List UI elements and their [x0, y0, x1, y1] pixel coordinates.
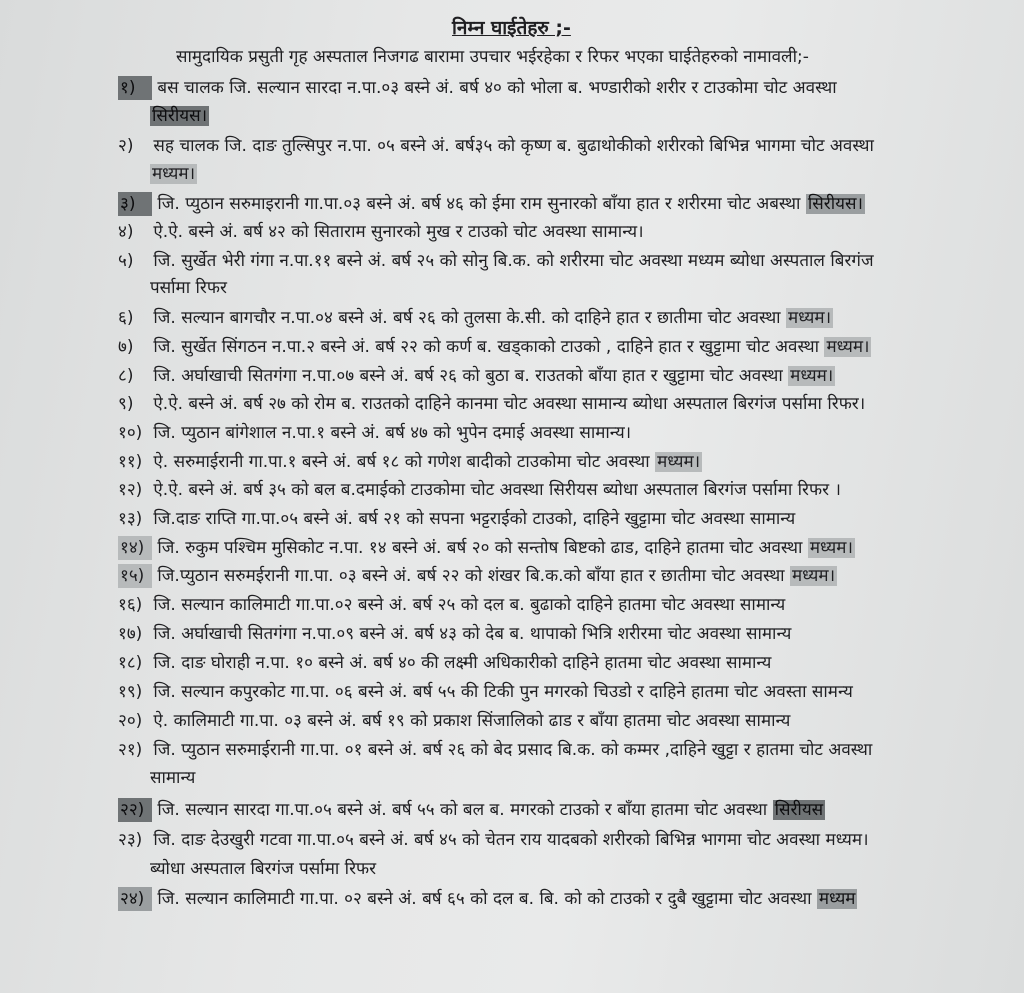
item-number: ६) [118, 308, 134, 328]
list-item [118, 536, 1018, 560]
continuation-text: पर्सामा रिफर [150, 278, 227, 298]
list-item [118, 249, 1018, 273]
list-item [118, 478, 1018, 502]
item-text: जि. सुर्खेत भेरी गंगा न.पा.११ बस्ने अं. बर्ष २५ को सोनु बि.क. को शरीरमा चोट अवस्था मध्यम ब्योधा अस्पताल बिरगंज [153, 251, 874, 271]
list-item [118, 507, 1018, 531]
item-text: सह चालक जि. दाङ तुल्सिपुर न.पा. ०५ बस्ने अं. बर्ष३५ को कृष्ण ब. बुढाथोकीको शरीरको बिभिन्न भागमा चोट अवस्था [153, 136, 874, 156]
list-item [118, 134, 1018, 158]
item-number: २२) [118, 798, 152, 822]
list-item [118, 709, 1018, 733]
list-item [118, 192, 1018, 216]
item-number: २०) [118, 711, 143, 731]
list-item [118, 738, 1018, 762]
item-number: २) [118, 136, 134, 156]
item-text: जि. सुर्खेत सिंगठन न.पा.२ बस्ने अं. बर्ष २२ को कर्ण ब. खड्काको टाउको , दाहिने हात र खुट्टामा चोट अवस्था [153, 337, 820, 357]
item-text: जि. रुकुम पश्चिम मुसिकोट न.पा. १४ बस्ने अं. बर्ष २० को सन्तोष बिष्टको ढाड, दाहिने हातमा चोट अवस्था [157, 538, 803, 558]
item-number: ४) [118, 222, 134, 242]
list-item [118, 622, 1018, 646]
list-item [118, 593, 1018, 617]
list-item-continuation [150, 766, 1010, 790]
item-number: ९) [118, 394, 134, 414]
item-number: १२) [118, 480, 143, 500]
item-text: जि. सल्यान बागचौर न.पा.०४ बस्ने अं. बर्ष २६ को तुलसा के.सी. को दाहिने हात र छातीमा चोट अवस्था [153, 308, 781, 328]
item-text: जि. सल्यान सारदा गा.पा.०५ बस्ने अं. बर्ष ५५ को बल ब. मगरको टाउको र बाँया हातमा चोट अवस्था [157, 800, 768, 820]
item-number: ७) [118, 337, 134, 357]
item-text: जि.दाङ राप्ति गा.पा.०५ बस्ने अं. बर्ष २१ को सपना भट्टराईको टाउको, दाहिने खुट्टामा चोट अवस्था सामान्य [153, 509, 796, 529]
item-number: ५) [118, 251, 134, 271]
list-item [118, 887, 1018, 911]
item-text: जि. प्युठान बांगेशाल न.पा.१ बस्ने अं. बर्ष ४७ को भुपेन दमाई अवस्था सामान्य। [153, 423, 632, 443]
item-text: ऐ.ऐ. बस्ने अं. बर्ष ४२ को सिताराम सुनारको मुख र टाउको चोट अवस्था सामान्य। [153, 222, 644, 242]
item-number: १४) [118, 536, 152, 560]
continuation-text: सामान्य [150, 768, 196, 788]
list-item-continuation [150, 276, 1010, 300]
item-text: जि. सल्यान कपुरकोट गा.पा. ०६ बस्ने अं. बर्ष ५५ की टिकी पुन मगरको चिउडो र दाहिने हातमा चोट अवस्ता सामन्य [153, 682, 853, 702]
item-number: २१) [118, 740, 143, 760]
item-number: ११) [118, 452, 143, 472]
item-text: जि. प्युठान सरुमाइरानी गा.पा.०३ बस्ने अं. बर्ष ४६ को ईमा राम सुनारको बाँया हात र शरीरमा चोट अबस्था [157, 194, 801, 214]
item-text: जि. अर्घाखाची सितगंगा न.पा.०९ बस्ने अं. बर्ष ४३ को देब ब. थापाको भित्रि शरीरमा चोट अवस्था सामान्य [153, 624, 792, 644]
status-highlight: सिरीयस। [152, 106, 208, 126]
item-text: जि. अर्घाखाची सितगंगा न.पा.०७ बस्ने अं. बर्ष २६ को बुठा ब. राउतको बाँया हात र खुट्टामा चोट अवस्था [153, 366, 783, 386]
list-item [118, 798, 1018, 822]
list-item [118, 364, 1018, 388]
list-item [118, 651, 1018, 675]
status-highlight: मध्यम। [788, 308, 832, 328]
continuation-text: ब्योधा अस्पताल बिरगंज पर्सामा रिफर [150, 859, 377, 879]
item-number: १६) [118, 595, 143, 615]
status-highlight: सिरीयस। [807, 194, 863, 214]
status-highlight: मध्यम। [790, 366, 834, 386]
item-text: ऐ. सरुमाईरानी गा.पा.१ बस्ने अं. बर्ष १८ को गणेश बादीको टाउकोमा चोट अवस्था [153, 452, 650, 472]
status-highlight: मध्यम [818, 889, 856, 909]
list-item [118, 306, 1018, 330]
item-text: जि. दाङ देउखुरी गटवा गा.पा.०५ बस्ने अं. बर्ष ४५ को चेतन राय यादबको शरीरको बिभिन्न भागमा चोट अवस्था मध्यम। [153, 830, 869, 850]
item-text: बस चालक जि. सल्यान सारदा न.पा.०३ बस्ने अं. बर्ष ४० को भोला ब. भण्डारीको शरीर र टाउकोमा चोट अवस्था [157, 78, 837, 98]
intro-line: सामुदायिक प्रसुती गृह अस्पताल निजगढ बारामा उपचार भईरहेका र रिफर भएका घाईतेहरुको नामावली;- [176, 47, 809, 67]
list-item [118, 564, 1018, 588]
item-text: जि. सल्यान कालिमाटी गा.पा.०२ बस्ने अं. बर्ष २५ को दल ब. बुढाको दाहिने हातमा चोट अवस्था सामान्य [153, 595, 786, 615]
item-text: जि.प्युठान सरुमईरानी गा.पा. ०३ बस्ने अं. बर्ष २२ को शंखर बि.क.को बाँया हात र छातीमा चोट अवस्था [157, 566, 785, 586]
list-item [118, 828, 1018, 852]
list-item [118, 392, 1018, 416]
status-highlight: मध्यम। [657, 452, 701, 472]
list-item [118, 421, 1018, 445]
list-item [118, 680, 1018, 704]
list-item [118, 76, 1018, 100]
list-item [118, 335, 1018, 359]
list-item-continuation [150, 162, 1010, 186]
item-number: १) [118, 76, 152, 100]
list-item [118, 450, 1018, 474]
status-highlight: मध्यम। [792, 566, 836, 586]
item-number: १७) [118, 624, 143, 644]
page-title: निम्न घाईतेहरु ;- [452, 17, 571, 39]
item-text: जि. दाङ घोराही न.पा. १० बस्ने अं. बर्ष ४० की लक्ष्मी अधिकारीको दाहिने हातमा चोट अवस्था सामान्य [153, 653, 772, 673]
item-number: ३) [118, 192, 152, 216]
item-text: ऐ. कालिमाटी गा.पा. ०३ बस्ने अं. बर्ष १९ को प्रकाश सिंजालिको ढाड र बाँया हातमा चोट अवस्था सामान्य [153, 711, 791, 731]
list-item [118, 220, 1018, 244]
item-number: ८) [118, 366, 134, 386]
list-item-continuation [150, 104, 1010, 128]
item-number: २४) [118, 887, 152, 911]
item-number: १८) [118, 653, 143, 673]
item-text: जि. सल्यान कालिमाटी गा.पा. ०२ बस्ने अं. बर्ष ६५ को दल ब. बि. को को टाउको र दुबै खुट्टामा चोट अवस्था [157, 889, 812, 909]
status-highlight: मध्यम। [152, 164, 196, 184]
status-highlight: मध्यम। [826, 337, 870, 357]
list-item-continuation [150, 857, 1010, 881]
status-highlight: सिरीयस [774, 800, 824, 820]
item-number: १३) [118, 509, 143, 529]
item-number: २३) [118, 830, 143, 850]
item-text: ऐ.ऐ. बस्ने अं. बर्ष २७ को रोम ब. राउतको दाहिने कानमा चोट अवस्था सामान्य ब्योधा अस्पताल बिरगंज पर्सामा रिफर। [153, 394, 866, 414]
item-number: १०) [118, 423, 143, 443]
status-highlight: मध्यम। [809, 538, 853, 558]
item-number: १५) [118, 564, 152, 588]
item-text: ऐ.ऐ. बस्ने अं. बर्ष ३५ को बल ब.दमाईको टाउकोमा चोट अवस्था सिरीयस ब्योधा अस्पताल बिरगंज पर्सामा रिफर । [153, 480, 841, 500]
item-text: जि. प्युठान सरुमाईरानी गा.पा. ०१ बस्ने अं. बर्ष २६ को बेद प्रसाद बि.क. को कम्मर ,दाहिने खुट्टा र हातमा चोट अवस्था [153, 740, 873, 760]
item-number: १९) [118, 682, 143, 702]
